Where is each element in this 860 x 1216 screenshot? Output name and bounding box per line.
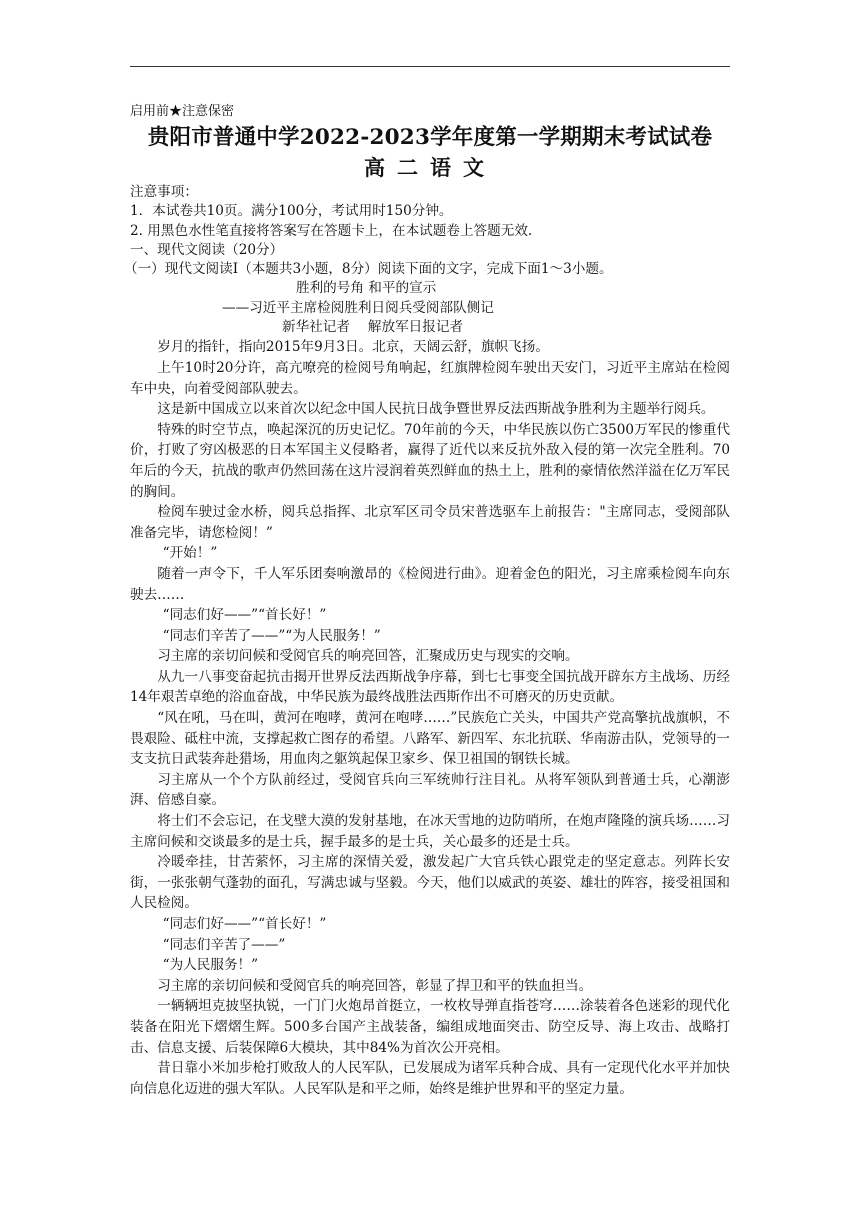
article-quote: “开始！” (162, 545, 218, 562)
exam-page (124, 102, 730, 1099)
article-paragraph: “风在吼，马在叫，黄河在咆哮，黄河在咆哮……”民族危亡关头，中国共产党高擎抗战旗帜，不畏艰险、砥柱中流，支撑起救亡图存的希望。八路军、新四军、东北抗联、华南游击队，党领导的一支支抗日武装奔赴猎场，用血肉之躯筑起保卫家乡、保卫祖国的钢铁长城。 (130, 710, 730, 768)
note-item: 1．本试卷共10页。满分100分，考试用时150分钟。 (130, 203, 453, 220)
article-quote: “同志们好——”“首长好！” (162, 916, 327, 932)
article-paragraph: 习主席从一个个方队前经过，受阅官兵向三军统帅行注目礼。从将军领队到普通士兵，心潮澎湃、倍感自豪。 (130, 771, 730, 809)
article-title: 胜利的号角 和平的宣示 (296, 280, 437, 297)
article-paragraph: 检阅车驶过金水桥，阅兵总指挥、北京军区司令员宋普选驱车上前报告："主席同志，受阅部队准备完毕，请您检阅！” (130, 504, 730, 541)
article-paragraph: 上午10时20分许，高亢嘹亮的检阅号角响起，红旗牌检阅车驶出天安门，习近平主席站在检阅车中央，向着受阅部队驶去。 (130, 359, 730, 397)
article-paragraph: 特殊的时空节点，唤起深沉的历史记忆。70年前的今天，中华民族以伤亡3500万军民的惨重代价，打败了穷凶极恶的日本军国主义侵略者，赢得了近代以来反抗外敌入侵的第一次完全胜利。70年后的今天，抗战的歌声仍然回荡在这片浸润着英烈鲜血的热土上，胜利的豪情依然洋溢在亿万军民的胸间。 (130, 421, 730, 500)
article-paragraph: 习主席的亲切问候和受阅官兵的响亮回答，彰显了捍卫和平的铁血担当。 (157, 977, 593, 994)
article-paragraph: 从九一八事变奋起抗击揭开世界反法西斯战争序幕，到七七事变全国抗战开辟东方主战场、历经14年艰苦卓绝的浴血奋战，中华民族为最终战胜法西斯作出不可磨灭的历史贡献。 (130, 668, 730, 706)
article-quote: “同志们辛苦了——”“为人民服务！” (162, 627, 381, 644)
article-paragraph: 随着一声令下，千人军乐团奏响激昂的《检阅进行曲》。迎着金色的阳光，习主席乘检阅车向东驶去…… (130, 565, 730, 603)
article-paragraph: 岁月的指针，指向2015年9月3日。北京，天阔云舒，旗帜飞扬。 (157, 339, 549, 356)
article-paragraph: 冷暖牵挂，甘苦萦怀，习主席的深情关爱，激发起广大官兵铁心跟党走的坚定意志。列阵长安街，一张张朝气蓬勃的面孔，写满忠诚与坚毅。今天，他们以威武的英姿、雄壮的阵容，接受祖国和人民检阅。 (130, 854, 730, 912)
header-rule (130, 66, 730, 67)
notes-heading: 注意事项： (130, 184, 198, 200)
exam-subject: 高二语文 (364, 155, 496, 180)
exam-title: 贵阳市普通中学2022-2023学年度第一学期期末考试试卷 (147, 125, 713, 150)
article-paragraph: 这是新中国成立以来首次以纪念中国人民抗日战争暨世界反法西斯战争胜利为主题举行阅兵。 (157, 401, 715, 418)
section-heading: 一、现代文阅读（20分） (130, 241, 284, 258)
article-quote: “为人民服务！” (162, 957, 259, 974)
article-byline: 新华社记者 解放军日报记者 (282, 319, 464, 336)
article-paragraph: 一辆辆坦克披坚执锐，一门门火炮昂首挺立，一枚枚导弹直指苍穹……涂装着各色迷彩的现代化装备在阳光下熠熠生辉。500多台国产主战装备，编组成地面突击、防空反导、海上攻击、战略打击、信息支援、后装保障6大模块，其中84%为首次公开亮相。 (130, 998, 730, 1056)
section-subheading: （一）现代文阅读Ⅰ（本题共3小题，8分）阅读下面的文字，完成下面1～3小题。 (124, 261, 613, 278)
article-quote: “同志们辛苦了——” (162, 936, 286, 953)
article-paragraph: 习主席的亲切问候和受阅官兵的响亮回答，汇聚成历史与现实的交响。 (157, 648, 579, 665)
article-quote: “同志们好——”“首长好！” (162, 607, 327, 624)
article-paragraph: 昔日靠小米加步枪打败敌人的人民军队，已发展成为诸军兵种合成、具有一定现代化水平并加快向信息化迈进的强大军队。人民军队是和平之师，始终是维护世界和平的坚定力量。 (130, 1060, 730, 1097)
confidential-label: 启用前★注意保密 (130, 104, 235, 119)
article-subtitle: ——习近平主席检阅胜利日阅兵受阅部队侧记 (222, 299, 494, 316)
article-paragraph: 将士们不会忘记，在戈壁大漠的发射基地，在冰天雪地的边防哨所，在炮声隆隆的演兵场……习主席问候和交谈最多的是士兵，握手最多的是士兵，关心最多的还是士兵。 (130, 813, 730, 850)
note-item: 2. 用黑色水性笔直接将答案写在答题卡上，在本试题卷上答题无效. (130, 222, 533, 239)
